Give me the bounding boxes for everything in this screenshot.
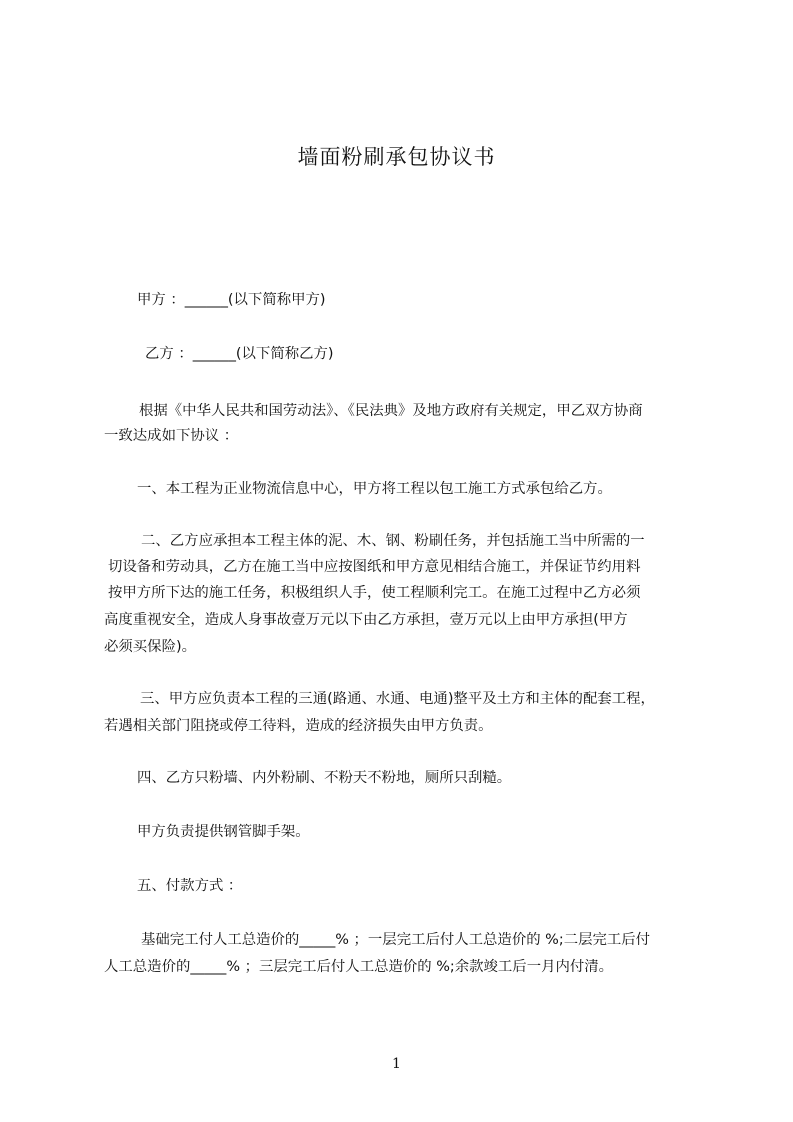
- page-number: 1: [392, 1056, 401, 1072]
- clause-4: 四、乙方只粉墙、内外粉刷、不粉天不粉地，厕所只刮糙。: [137, 770, 512, 786]
- clause-5-line-2: 人工总造价的_____% ；三层完工后付人工总造价的 %;余款竣工后一月内付清。: [104, 959, 614, 975]
- preamble-line-2: 一致达成如下协议 ：: [104, 428, 239, 444]
- clause-4-note: 甲方负责提供钢管脚手架。: [137, 824, 310, 840]
- clause-5-heading: 五、付款方式 ：: [137, 878, 243, 894]
- clause-1: 一、本工程为正业物流信息中心，甲方将工程以包工施工方式承包给乙方。: [137, 481, 612, 497]
- document-title: 墙面粉刷承包协议书: [297, 145, 496, 169]
- party-a-line: 甲方 ：______(以下简称甲方): [137, 292, 326, 308]
- clause-2-line-5: 必须买保险)。: [104, 639, 196, 655]
- clause-3-line-1: 三、甲方应负责本工程的三通(路通、水通、电通)整平及土方和主体的配套工程，: [140, 691, 655, 707]
- clause-2-line-4: 高度重视安全，造成人身事故壹万元以下由乙方承担，壹万元以上由甲方承担(甲方: [104, 612, 628, 628]
- clause-2-line-1: 二、乙方应承担本工程主体的泥、木、钢、粉刷任务，并包括施工当中所需的一: [141, 533, 645, 549]
- clause-2-line-2: 切设备和劳动具，乙方在施工当中应按图纸和甲方意见相结合施工，并保证节约用料: [108, 559, 641, 575]
- party-b-line: 乙方 ：______(以下简称乙方): [145, 346, 334, 362]
- clause-2-line-3: 按甲方所下达的施工任务，积极组织人手，使工程顺利完工。在施工过程中乙方必须: [108, 585, 641, 601]
- preamble-line-1: 根据《中华人民共和国劳动法》、《民法典》及地方政府有关规定，甲乙双方协商: [139, 403, 643, 419]
- clause-3-line-2: 若遇相关部门阻挠或停工待料，造成的经济损失由甲方负责。: [104, 718, 493, 734]
- clause-5-line-1: 基础完工付人工总造价的_____% ；一层完工后付人工总造价的 %;二层完工后付: [141, 932, 651, 948]
